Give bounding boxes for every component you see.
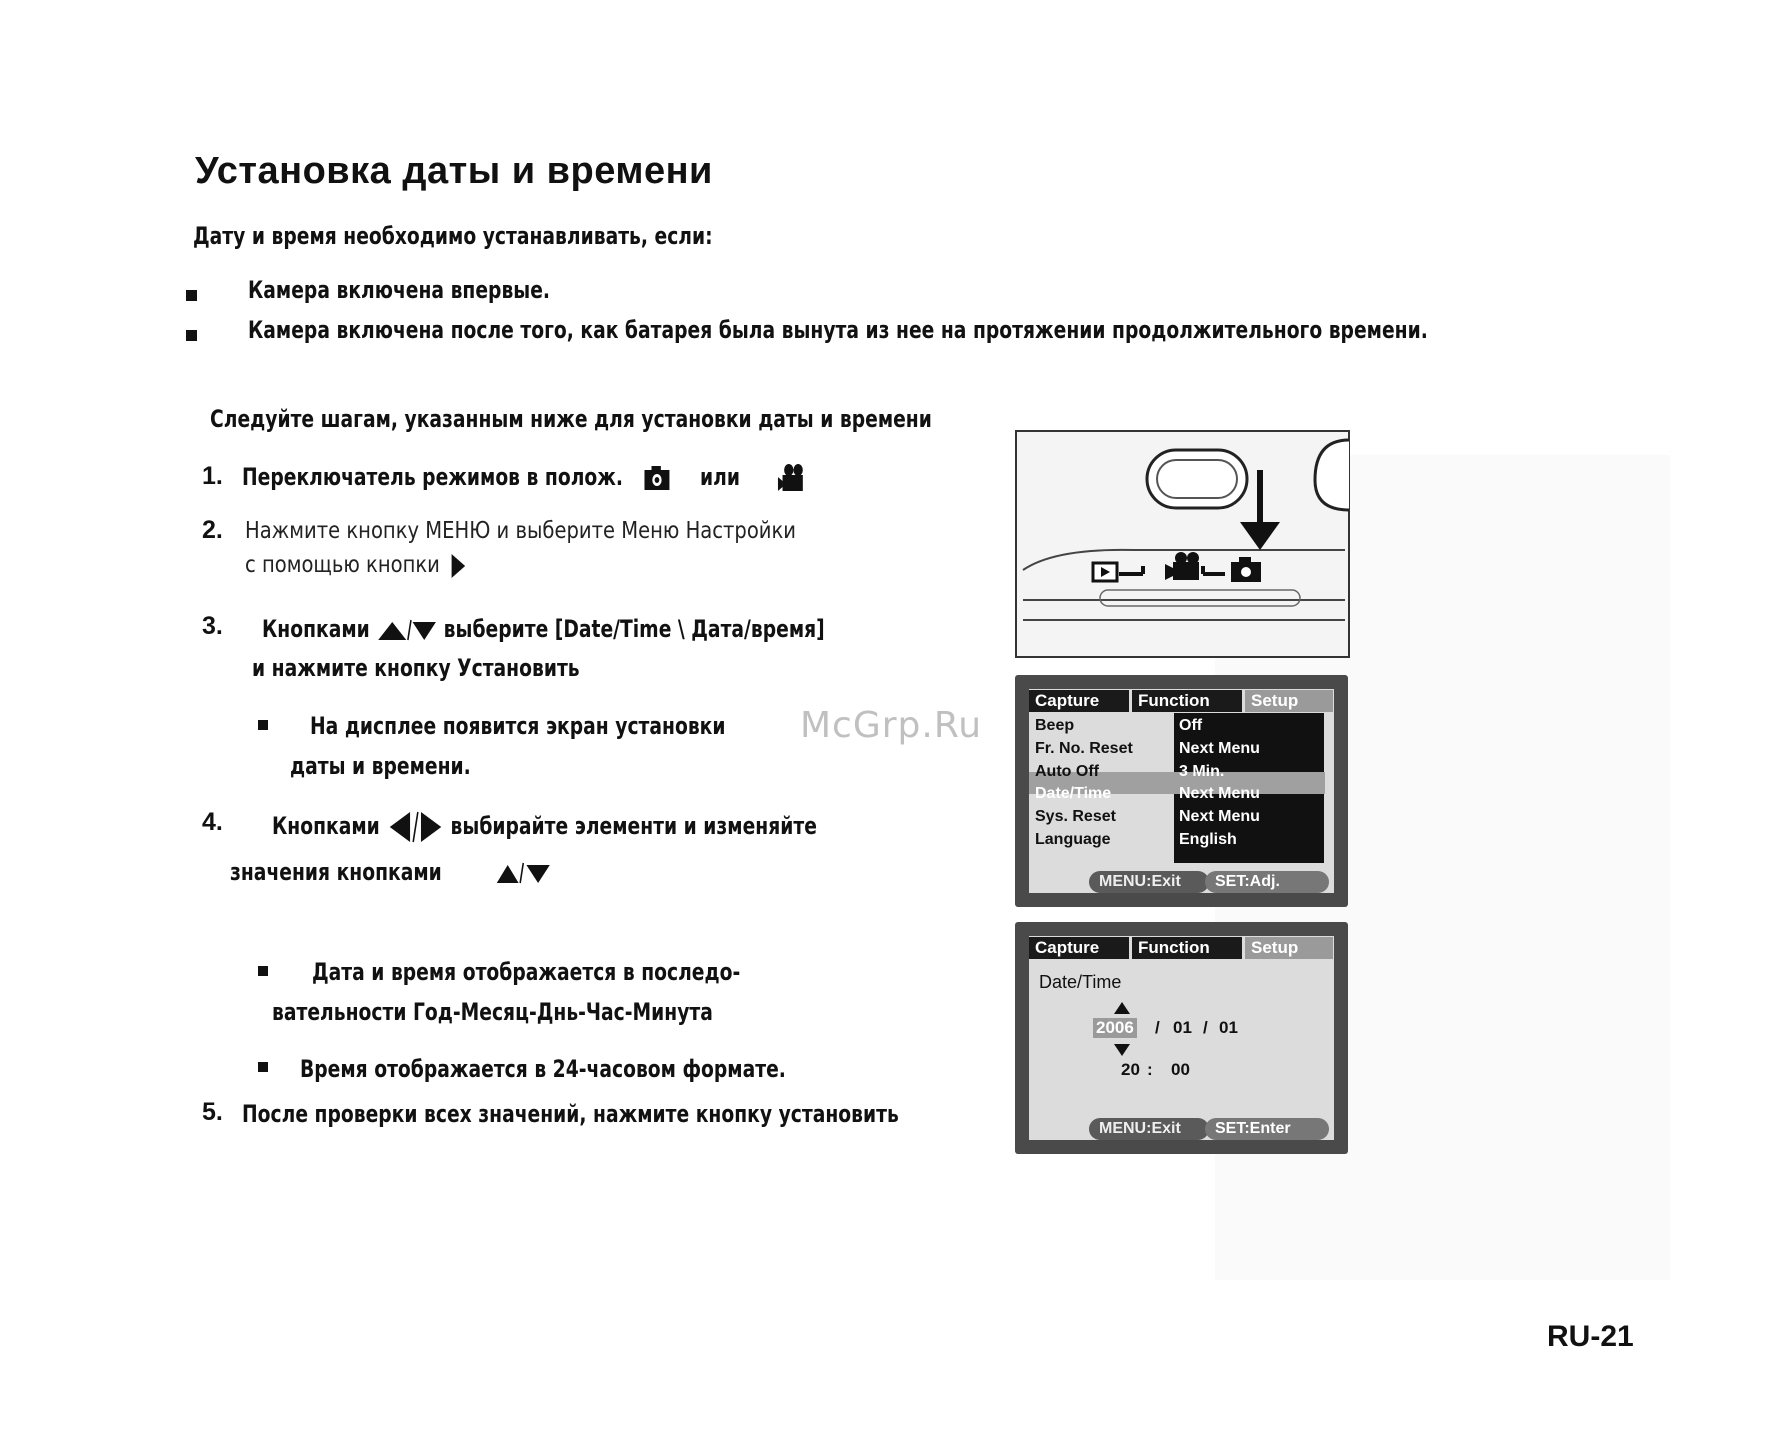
- step-1-or: или: [700, 463, 740, 491]
- menu-row-label[interactable]: Date/Time: [1035, 785, 1112, 802]
- step-2-label: с помощью кнопки: [245, 552, 440, 578]
- step-4-line1: [272, 810, 817, 844]
- up-arrow-icon: [1114, 1002, 1130, 1014]
- step-number: 2.: [202, 516, 223, 544]
- step-3-line2: и нажмите кнопку Установить: [252, 654, 580, 682]
- menu-exit-hint: MENU:Exit: [1089, 871, 1209, 893]
- bullet-text: Камера включена впервые.: [248, 276, 551, 304]
- menu-row-label[interactable]: Fr. No. Reset: [1035, 740, 1133, 757]
- up-down-arrows-icon: [495, 861, 551, 885]
- menu-row-value: English: [1179, 831, 1237, 848]
- step-2-line1: Нажмите кнопку МЕНЮ и выберите Меню Настройки: [245, 518, 797, 544]
- date-time-label: Date/Time: [1039, 972, 1122, 992]
- page-number: RU-21: [1547, 1320, 1634, 1353]
- menu-tabs: [1029, 689, 1334, 713]
- camera-icon: [644, 465, 671, 491]
- menu-row-label[interactable]: Language: [1035, 831, 1111, 848]
- sub-bullet-marker: [258, 720, 268, 730]
- time-separator: :: [1147, 1060, 1153, 1079]
- tab-function[interactable]: Function: [1132, 937, 1242, 959]
- month-field[interactable]: 01: [1173, 1018, 1192, 1037]
- right-arrow-icon: [451, 554, 465, 578]
- menu-row-value: Next Menu: [1179, 808, 1260, 825]
- step-4-label: значения кнопками: [230, 858, 442, 886]
- step-4-note1-line2: вательности Год-Месяц-Днь-Час-Минута: [272, 998, 713, 1026]
- minute-field[interactable]: 00: [1171, 1060, 1190, 1079]
- year-field[interactable]: 2006: [1093, 1018, 1137, 1038]
- hour-field[interactable]: 20: [1121, 1060, 1140, 1079]
- menu-row-label[interactable]: Sys. Reset: [1035, 808, 1116, 825]
- step-3-line1: [262, 615, 825, 643]
- setup-menu-screen: [1015, 675, 1348, 907]
- step-3-note-line1: На дисплее появится экран установки: [310, 712, 726, 740]
- step-4-post: выбирайте элементи и изменяйте: [450, 812, 817, 840]
- bullet-marker: [186, 330, 197, 341]
- menu-row-value: Off: [1179, 717, 1203, 734]
- setup-menu-display: [1029, 689, 1334, 893]
- menu-exit-hint: MENU:Exit: [1089, 1118, 1209, 1140]
- tab-function[interactable]: Function: [1132, 690, 1242, 712]
- up-down-arrows-icon: [376, 618, 437, 642]
- set-adjust-hint: SET:Adj.: [1205, 871, 1329, 893]
- date-separator: /: [1155, 1018, 1160, 1037]
- step-2-line2: [245, 552, 465, 578]
- left-right-arrows-icon: [386, 810, 444, 844]
- step-4-pre: Кнопками: [272, 812, 380, 840]
- menu-row-value: Next Menu: [1179, 740, 1260, 757]
- menu-row-value: Next Menu: [1179, 785, 1260, 802]
- instructions-heading: Следуйте шагам, указанным ниже для установки даты и времени: [210, 405, 932, 433]
- bullet-text: Камера включена после того, как батарея была вынута из нее на протяжении продолжительного времени.: [248, 316, 1428, 344]
- page-title: Установка даты и времени: [195, 150, 713, 192]
- video-camera-icon: [778, 463, 809, 493]
- sub-bullet-marker: [258, 966, 268, 976]
- bullet-marker: [186, 290, 197, 301]
- set-enter-hint: SET:Enter: [1205, 1118, 1329, 1140]
- menu-tabs: [1029, 936, 1334, 960]
- down-arrow-icon: [1114, 1044, 1130, 1056]
- step-5-text: После проверки всех значений, нажмите кнопку установить: [242, 1100, 899, 1128]
- step-3-note-line2: даты и времени.: [290, 752, 471, 780]
- step-number: 3.: [202, 612, 223, 640]
- day-field[interactable]: 01: [1219, 1018, 1238, 1037]
- step-number: 4.: [202, 808, 223, 836]
- date-time-screen: [1015, 922, 1348, 1154]
- tab-capture[interactable]: Capture: [1029, 690, 1129, 712]
- tab-capture[interactable]: Capture: [1029, 937, 1129, 959]
- step-1-label: Переключатель режимов в полож.: [242, 463, 624, 491]
- tab-setup[interactable]: Setup: [1245, 690, 1333, 712]
- menu-row-value: 3 Min.: [1179, 763, 1225, 780]
- step-number: 5.: [202, 1098, 223, 1126]
- mode-dial-illustration: [1015, 430, 1350, 658]
- date-time-display: [1029, 936, 1334, 1140]
- step-3-pre: Кнопками: [262, 615, 370, 643]
- menu-row-label[interactable]: Auto Off: [1035, 763, 1099, 780]
- date-separator: /: [1203, 1018, 1208, 1037]
- menu-row-label[interactable]: Beep: [1035, 717, 1075, 734]
- step-3-post: выберите [Date/Time \ Дата/время]: [443, 615, 825, 643]
- sub-bullet-marker: [258, 1062, 268, 1072]
- watermark: McGrp.Ru: [800, 705, 983, 746]
- step-1-text: [242, 463, 809, 493]
- step-number: 1.: [202, 462, 223, 490]
- step-4-note2: Время отображается в 24-часовом формате.: [300, 1055, 786, 1083]
- intro-text: Дату и время необходимо устанавливать, если:: [193, 222, 713, 250]
- step-4-line2: [230, 858, 551, 886]
- tab-setup[interactable]: Setup: [1245, 937, 1333, 959]
- step-4-note1-line1: Дата и время отображается в последо-: [312, 958, 741, 986]
